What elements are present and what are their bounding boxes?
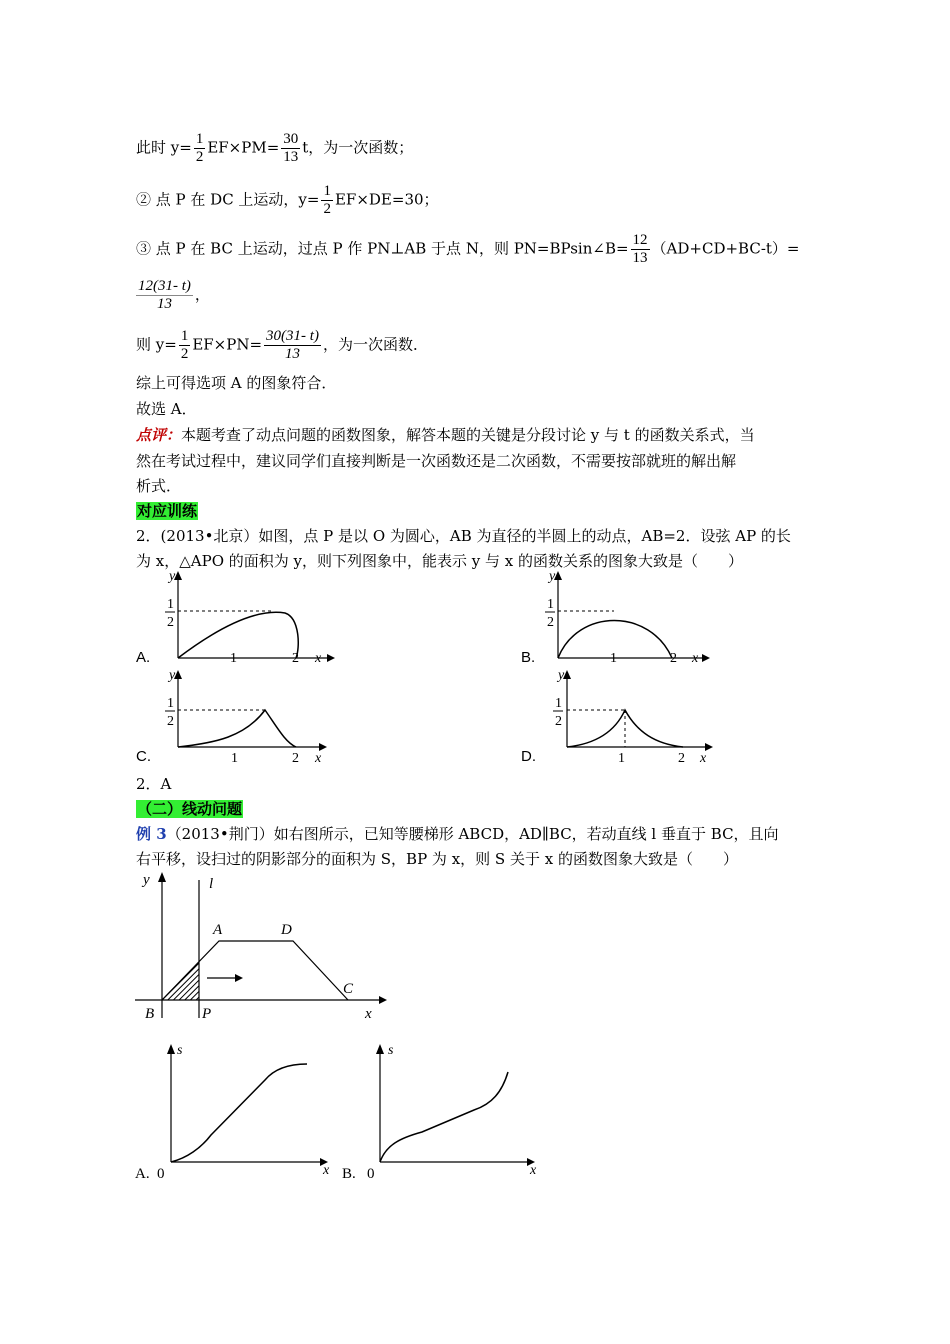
question-2-answer: 2．A bbox=[136, 775, 172, 793]
y-label: y bbox=[549, 569, 556, 584]
y-axis-arrow bbox=[158, 872, 166, 882]
trapezoid-figure bbox=[135, 868, 395, 1028]
graph-option-d bbox=[545, 667, 725, 767]
solution-line-3: ③ 点 P 在 BC 上运动，过点 P 作 PN⊥AB 于点 N，则 PN=BPsin∠B= $\frac{12}{13}$ （AD+CD+BC-t）= bbox=[136, 232, 800, 266]
option-a-label: A. bbox=[136, 649, 151, 666]
option-c-label: C. bbox=[136, 748, 151, 765]
half-numerator: 1 bbox=[167, 597, 174, 612]
fraction-30-13: $\frac{30}{13}$ bbox=[283, 131, 299, 165]
graph-curve bbox=[178, 612, 298, 658]
tick-1: 1 bbox=[231, 751, 238, 766]
comment-line-3: 析式． bbox=[136, 477, 182, 495]
fraction-30-31t-13: $\frac{30(31- t)}{13}$ bbox=[266, 328, 319, 362]
point-c-label: C bbox=[343, 981, 354, 997]
graph-option-c bbox=[155, 667, 335, 767]
conclusion-line: 综上可得选项 A 的图象符合． bbox=[136, 374, 337, 392]
section-heading-line-motion: （二）线动问题 bbox=[137, 800, 243, 818]
x-label: x bbox=[315, 651, 322, 666]
option-b-label: B. bbox=[521, 649, 536, 666]
y-label: y bbox=[558, 668, 565, 683]
point-a-label: A bbox=[213, 922, 223, 938]
section-heading-training: 对应训练 bbox=[137, 502, 198, 520]
graph-option-a bbox=[155, 568, 335, 668]
fraction-half: $\frac{1}{2}$ bbox=[180, 328, 189, 362]
half-denominator: 2 bbox=[547, 615, 554, 630]
tick-1: 1 bbox=[610, 651, 617, 666]
tick-2: 2 bbox=[670, 651, 677, 666]
y-label: y bbox=[169, 569, 176, 584]
y-axis-arrow bbox=[167, 1044, 175, 1054]
option-b-label: B. bbox=[342, 1166, 356, 1182]
half-numerator: 1 bbox=[167, 696, 174, 711]
option-a-label: A. bbox=[135, 1166, 150, 1182]
origin-label: 0 bbox=[367, 1166, 375, 1182]
half-denominator: 2 bbox=[555, 714, 562, 729]
s-label: s bbox=[388, 1043, 394, 1058]
fraction-half: $\frac{1}{2}$ bbox=[323, 183, 331, 217]
half-numerator: 1 bbox=[547, 597, 554, 612]
y-label: y bbox=[169, 668, 176, 683]
tick-1: 1 bbox=[618, 751, 625, 766]
point-d-label: D bbox=[281, 922, 292, 938]
y-axis-arrow bbox=[376, 1044, 384, 1054]
fig-l-label: l bbox=[209, 876, 214, 892]
solution-line-4: $\frac{12(31- t)}{13}$ ， bbox=[138, 278, 210, 312]
x-axis-arrow bbox=[327, 654, 335, 662]
s-graph-option-b bbox=[342, 1040, 547, 1180]
s-graph-option-a bbox=[135, 1040, 340, 1180]
fig-x-label: x bbox=[365, 1006, 372, 1022]
solution-line-5: 则 y= $\frac{1}{2}$ EF×PN= $\frac{30(31- t)}{13}$ ，为一次函数． bbox=[136, 328, 428, 362]
tick-2: 2 bbox=[292, 751, 299, 766]
x-label: x bbox=[530, 1163, 537, 1178]
comment-line-2: 然在考试过程中，建议同学们直接判断是一次函数还是二次函数，不需要按部就班的解出解 bbox=[136, 452, 737, 470]
origin-label: 0 bbox=[157, 1166, 165, 1182]
point-p-label: P bbox=[202, 1006, 212, 1022]
solution-line-2: ② 点 P 在 DC 上运动，y= $\frac{1}{2}$ EF×DE=30； bbox=[136, 183, 439, 217]
half-denominator: 2 bbox=[167, 714, 174, 729]
tick-1: 1 bbox=[230, 651, 237, 666]
example-3-line-2: 右平移，设扫过的阴影部分的面积为 S，BP 为 x，则 S 关于 x 的函数图象大致是（ ） bbox=[136, 850, 738, 868]
direction-arrowhead bbox=[235, 974, 243, 982]
x-axis-arrow bbox=[702, 654, 710, 662]
answer-line: 故选 A． bbox=[136, 400, 197, 418]
fraction-12-13: $\frac{12}{13}$ bbox=[632, 232, 648, 266]
x-label: x bbox=[315, 751, 322, 766]
tick-2: 2 bbox=[678, 751, 685, 766]
fig-y-label: y bbox=[143, 872, 150, 888]
s-curve bbox=[171, 1064, 307, 1162]
graph-option-b bbox=[538, 568, 718, 668]
x-axis-arrow bbox=[705, 743, 713, 751]
option-d-label: D. bbox=[521, 748, 536, 765]
x-label: x bbox=[692, 651, 699, 666]
s-label: s bbox=[177, 1043, 183, 1058]
fraction-half: $\frac{1}{2}$ bbox=[195, 131, 204, 165]
half-numerator: 1 bbox=[555, 696, 562, 711]
x-axis-arrow bbox=[379, 996, 387, 1004]
half-denominator: 2 bbox=[167, 615, 174, 630]
question-2-line-2: 为 x，△APO 的面积为 y，则下列图象中，能表示 y 与 x 的函数关系的图象大致是（ ） bbox=[136, 552, 744, 570]
graph-curve bbox=[178, 710, 296, 747]
question-2-line-1: 2．(2013•北京）如图，点 P 是以 O 为圆心，AB 为直径的半圆上的动点，AB=2．设弦 AP 的长 bbox=[136, 527, 791, 545]
point-b-label: B bbox=[145, 1006, 155, 1022]
s-curve bbox=[380, 1072, 508, 1162]
x-label: x bbox=[323, 1163, 330, 1178]
comment-label: 点评： bbox=[136, 426, 182, 444]
example-3-line-1: 例 3（2013•荆门）如右图所示，已知等腰梯形 ABCD，AD∥BC，若动直线 l 垂直于 BC，且向 bbox=[136, 825, 779, 843]
x-axis-arrow bbox=[319, 743, 327, 751]
tick-2: 2 bbox=[292, 651, 299, 666]
solution-line-1: 此时 y= $\frac{1}{2}$ EF×PM= $\frac{30}{13}$ t，为一次函数； bbox=[136, 131, 414, 165]
example-label: 例 3 bbox=[136, 825, 167, 843]
fraction-12-31t-13: $\frac{12(31- t)}{13}$ bbox=[138, 278, 191, 312]
x-label: x bbox=[700, 751, 707, 766]
comment-line-1: 点评：本题考查了动点问题的函数图象，解答本题的关键是分段讨论 y 与 t 的函数关系式，当 bbox=[136, 426, 755, 444]
